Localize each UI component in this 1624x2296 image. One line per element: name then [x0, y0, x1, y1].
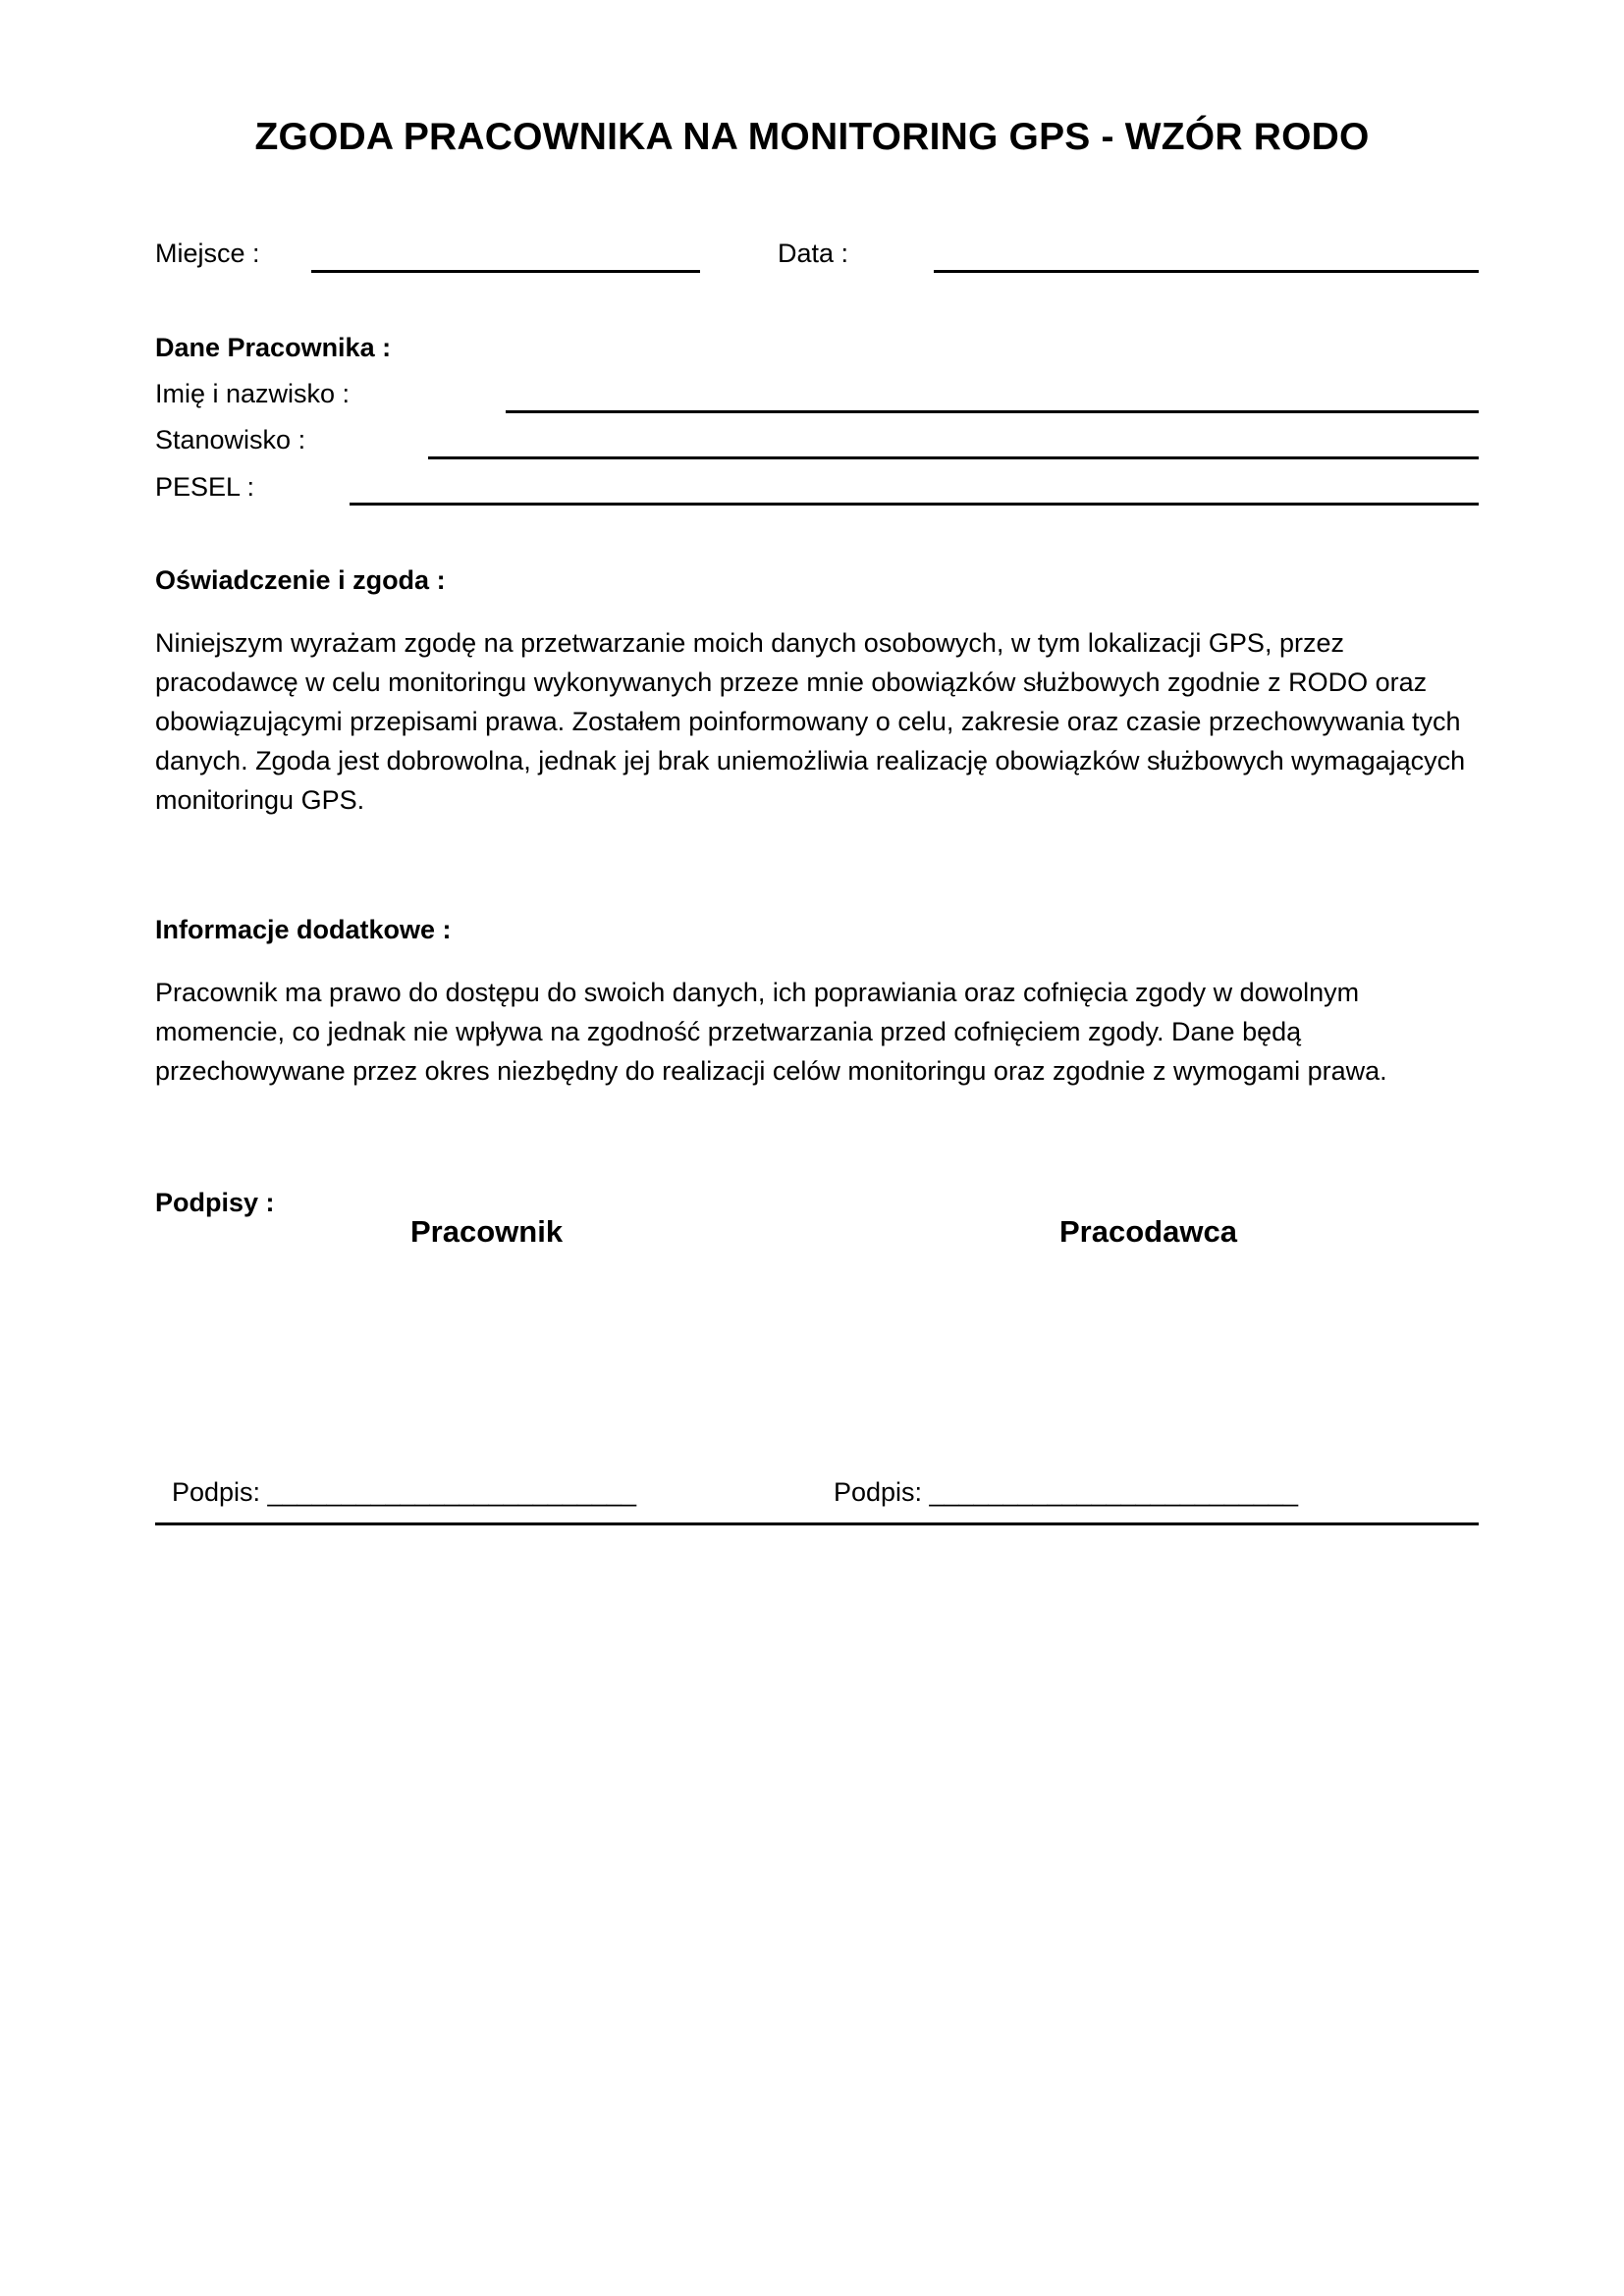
employee-section-heading: Dane Pracownika :: [155, 333, 392, 362]
employer-signature-heading: Pracodawca: [1059, 1214, 1237, 1249]
position-field-line[interactable]: [428, 456, 1479, 459]
signature-section-divider: [155, 1522, 1479, 1525]
position-label: Stanowisko :: [155, 425, 306, 454]
name-label: Imię i nazwisko :: [155, 379, 351, 408]
consent-section-heading: Oświadczenie i zgoda :: [155, 565, 446, 595]
pesel-label: PESEL :: [155, 472, 255, 502]
additional-info-text: Pracownik ma prawo do dostępu do swoich danych, ich poprawiania oraz cofnięcia zgody w dowolnym momencie, co jednak nie wpływa na zgodność przetwarzania przed cofnięciem zgody. Dane będą przechowywane przez okres niezbędny do realizacji celów monitoringu oraz zgodnie z wymogami prawa.: [155, 978, 1387, 1086]
document-title: ZGODA PRACOWNIKA NA MONITORING GPS - WZÓR RODO: [254, 116, 1370, 158]
consent-text: Niniejszym wyrażam zgodę na przetwarzanie moich danych osobowych, w tym lokalizacji GPS, przez pracodawcę w celu monitoringu wykonywanych przeze mnie obowiązków służbowych zgodnie z RODO oraz obowiązującymi przepisami prawa. Zostałem poinformowany o celu, zakresie oraz czasie przechowywania tych danych. Zgoda jest dobrowolna, jednak jej brak uniemożliwia realizację obowiązków służbowych wymagających monitoringu GPS.: [155, 628, 1466, 815]
employee-signature-heading: Pracownik: [410, 1214, 564, 1249]
date-label: Data :: [778, 239, 849, 268]
employee-signature-line[interactable]: Podpis: _________________________: [172, 1477, 636, 1507]
pesel-field-line[interactable]: [350, 503, 1479, 506]
employer-signature-line[interactable]: Podpis: _________________________: [834, 1477, 1298, 1507]
name-field-line[interactable]: [506, 410, 1479, 413]
additional-info-heading: Informacje dodatkowe :: [155, 915, 452, 944]
place-field-line[interactable]: [311, 270, 700, 273]
signatures-heading: Podpisy :: [155, 1188, 275, 1217]
date-field-line[interactable]: [934, 270, 1479, 273]
place-label: Miejsce :: [155, 239, 260, 268]
